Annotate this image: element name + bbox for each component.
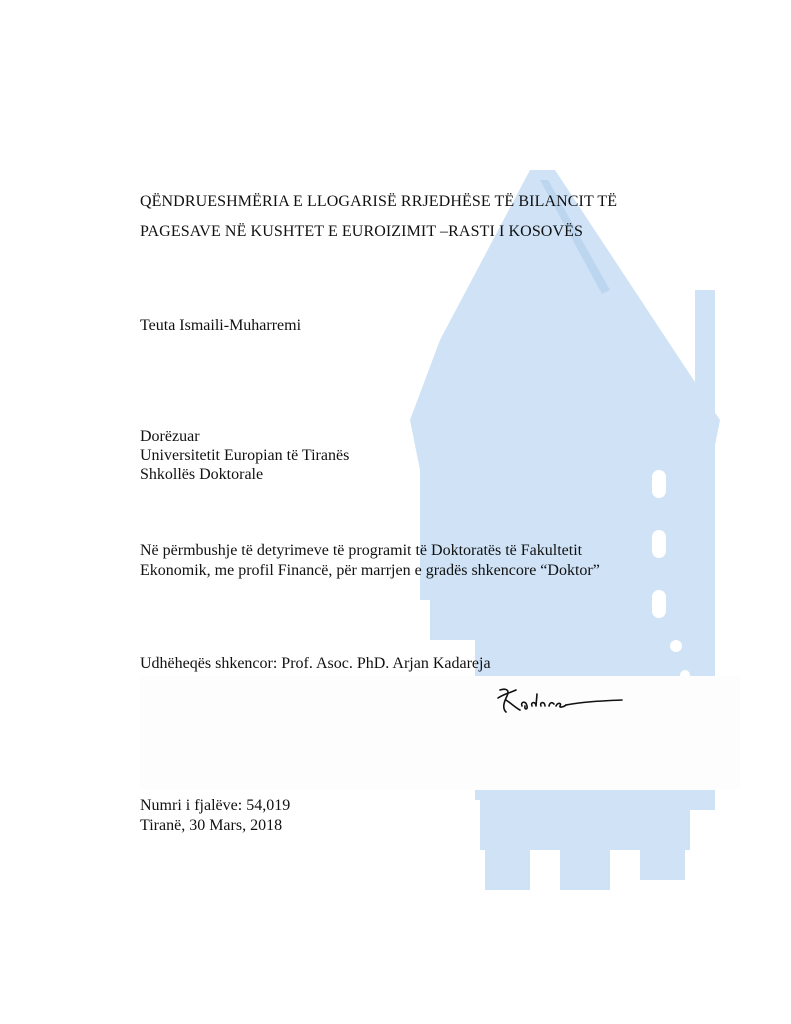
signature-scan-band [140,676,740,790]
doctoral-school: Shkollës Doktorale [140,466,264,483]
place-and-date: Tiranë, 30 Mars, 2018 [140,817,283,834]
supervisor-line: Udhëheqës shkencor: Prof. Asoc. PhD. Arjan Kadareja [140,655,491,672]
purpose-line-1: Në përmbushje të detyrimeve të programit të Doktoratës të Fakultetit [140,542,583,559]
submission-label: Dorëzuar [140,428,200,445]
author-name: Teuta Ismaili-Muharremi [140,317,302,334]
thesis-title-line-1: QËNDRUESHMËRIA E LLOGARISË RRJEDHËSE TË BILANCIT TË [140,193,618,210]
handwritten-signature [494,684,626,720]
university-name: Universitetit Europian të Tiranës [140,447,350,464]
purpose-line-2: Ekonomik, me profil Financë, për marrjen e gradës shkencore “Doktor” [140,562,600,579]
thesis-title-line-2: PAGESAVE NË KUSHTET E EUROIZIMIT –RASTI I KOSOVËS [140,223,583,240]
word-count: Numri i fjalëve: 54,019 [140,797,291,814]
